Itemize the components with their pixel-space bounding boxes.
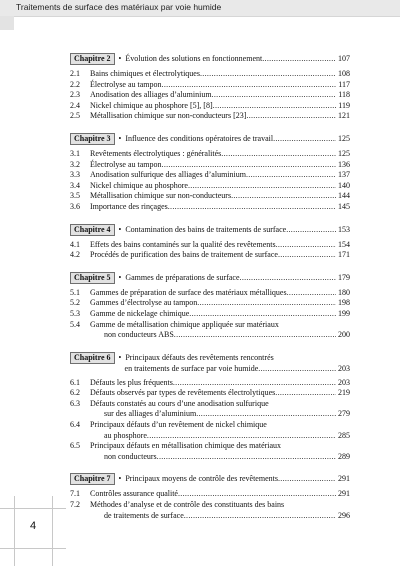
- entry-number: 5.4: [70, 319, 80, 329]
- entry-title: Contrôles assurance qualité: [90, 489, 178, 499]
- entry-page: 279: [338, 409, 350, 419]
- toc-entry: [70, 111, 350, 122]
- dot-leader: [278, 250, 336, 261]
- entry-page: 199: [338, 308, 350, 318]
- entry-title: Métallisation chimique sur non-conducteurs: [90, 191, 232, 201]
- toc-entry: [70, 489, 350, 500]
- toc-entry: [70, 181, 350, 192]
- entry-number: 5.1: [70, 287, 80, 297]
- toc-chapter: [70, 272, 350, 341]
- dot-leader: [168, 202, 336, 213]
- toc-entry: [70, 298, 350, 309]
- entry-page: 200: [338, 330, 350, 340]
- entry-page: 108: [338, 69, 350, 78]
- dot-leader: [286, 224, 336, 235]
- chapter-label: Chapitre 5: [70, 272, 115, 284]
- toc-entry: [70, 80, 350, 91]
- entry-page: 137: [338, 170, 350, 180]
- toc-entry: [70, 441, 350, 462]
- entry-number: 3.3: [70, 170, 80, 180]
- chapter-label: Chapitre 7: [70, 473, 115, 485]
- entry-number: 3.5: [70, 191, 80, 201]
- chapter-label: Chapitre 2: [70, 53, 115, 65]
- entry-title: Méthodes d’analyse et de contrôle des constituants des bains: [90, 500, 285, 510]
- toc-entry: [70, 309, 350, 320]
- toc-entry: [70, 320, 350, 341]
- entry-title: au phosphore: [104, 430, 147, 440]
- chapter-bullet: •: [118, 474, 126, 484]
- entry-page: 154: [338, 239, 350, 249]
- entry-number: 6.2: [70, 388, 80, 398]
- toc-chapter: [70, 352, 350, 463]
- entry-number: 3.4: [70, 180, 80, 190]
- chapter-bullet: •: [118, 133, 126, 143]
- dot-leader: [200, 69, 336, 80]
- chapter-bullet: •: [118, 352, 126, 362]
- toc-chapter: [70, 473, 350, 521]
- chapter-title: Principaux défauts des revêtements rencontrés: [125, 352, 274, 362]
- chapter-heading: [70, 352, 350, 374]
- entry-title: Effets des bains contaminés sur la qualité des revêtements: [90, 239, 276, 249]
- chapter-page: 125: [338, 133, 350, 143]
- chapter-heading: [70, 224, 350, 236]
- running-header-title: Traitements de surface des matériaux par voie humide: [16, 2, 222, 12]
- entry-page: 296: [338, 510, 350, 520]
- chapter-bullet: •: [118, 272, 126, 282]
- entry-title: Procédés de purification des bains de traitement de surface: [90, 250, 278, 260]
- entry-page: 219: [338, 388, 350, 398]
- chapter-label: Chapitre 6: [70, 352, 115, 364]
- entry-page: 180: [338, 287, 350, 297]
- entry-title: Électrolyse au tampon: [90, 79, 162, 89]
- page-number: 4: [30, 520, 37, 532]
- entry-title: Métallisation chimique sur non-conducteurs [23]: [90, 111, 247, 121]
- toc-entry: [70, 420, 350, 441]
- chapter-heading: [70, 272, 350, 284]
- header-corner-square: [0, 16, 14, 30]
- entry-title: Nickel chimique au phosphore [5], [8]: [90, 100, 213, 110]
- dot-leader: [278, 473, 336, 484]
- entry-number: 2.5: [70, 111, 80, 121]
- dot-leader: [147, 431, 336, 442]
- dot-leader: [231, 191, 336, 202]
- dot-leader: [240, 272, 336, 283]
- toc-entry: [70, 90, 350, 101]
- entry-title: Défauts observés par types de revêtements électrolytiques: [90, 388, 276, 398]
- entry-title: de traitements de surface: [104, 510, 184, 520]
- toc-entry: [70, 378, 350, 389]
- chapter-label: Chapitre 3: [70, 133, 115, 145]
- chapter-page: 291: [338, 474, 350, 484]
- dot-leader: [178, 489, 336, 500]
- dot-leader: [188, 181, 336, 192]
- entry-number: 4.2: [70, 250, 80, 260]
- entry-page: 117: [338, 79, 350, 89]
- dot-leader: [174, 330, 336, 341]
- toc-entry: [70, 101, 350, 112]
- dot-leader: [276, 240, 336, 251]
- frame-line: [52, 496, 53, 566]
- chapter-page: 179: [338, 272, 350, 282]
- entry-title: Importance des rinçages: [90, 201, 168, 211]
- entry-page: 289: [338, 451, 350, 461]
- dot-leader: [157, 452, 336, 463]
- chapter-bullet: •: [118, 54, 126, 63]
- entry-title: Revêtements électrolytiques : généralités: [90, 148, 222, 158]
- entry-title: Anodisation des alliages d’aluminium: [90, 90, 212, 100]
- entry-page: 144: [338, 191, 350, 201]
- dot-leader: [262, 53, 336, 64]
- chapter-heading: [70, 53, 350, 65]
- entry-page: 119: [338, 100, 350, 110]
- toc-entry: [70, 69, 350, 80]
- dot-leader: [275, 388, 336, 399]
- toc-entry: [70, 149, 350, 160]
- entry-title: Bains chimiques et électrolytiques: [90, 69, 200, 78]
- entry-title: Défauts constatés au cours d’une anodisation sulfurique: [90, 398, 269, 408]
- entry-page: 285: [338, 430, 350, 440]
- entry-title: Anodisation sulfurique des alliages d’aluminium: [90, 170, 246, 180]
- entry-title: Nickel chimique au phosphore: [90, 180, 188, 190]
- entry-title: Gammes de préparation de surface des matériaux métalliques: [90, 287, 287, 297]
- entry-number: 3.1: [70, 148, 80, 158]
- entry-title: Gammes d’électrolyse au tampon: [90, 298, 198, 308]
- entry-page: 145: [338, 201, 350, 211]
- entry-page: 291: [338, 489, 350, 499]
- dot-leader: [162, 160, 336, 171]
- toc-entry: [70, 399, 350, 420]
- entry-title: sur des alliages d’aluminium: [104, 409, 197, 419]
- chapter-page: 107: [338, 54, 350, 63]
- toc-chapter: [70, 224, 350, 261]
- chapter-title: Évolution des solutions en fonctionnement: [125, 54, 263, 63]
- entry-number: 2.3: [70, 90, 80, 100]
- chapter-bullet: •: [118, 224, 126, 234]
- entry-title: Défauts les plus fréquents: [90, 377, 173, 387]
- entry-number: 2.4: [70, 100, 80, 110]
- dot-leader: [184, 511, 336, 522]
- chapter-page: 203: [338, 363, 350, 373]
- dot-leader: [212, 90, 337, 101]
- toc-chapter: [70, 133, 350, 213]
- entry-number: 7.2: [70, 500, 80, 510]
- entry-page: 198: [338, 298, 350, 308]
- dot-leader: [213, 101, 337, 112]
- entry-title: Gamme de métallisation chimique appliquée sur matériaux: [90, 319, 279, 329]
- entry-title: Principaux défauts en métallisation chimique des matériaux: [90, 441, 282, 451]
- entry-page: 171: [338, 250, 350, 260]
- entry-number: 3.6: [70, 201, 80, 211]
- toc-chapter: [70, 53, 350, 122]
- toc-entry: [70, 170, 350, 181]
- frame-line: [14, 496, 15, 566]
- entry-number: 6.5: [70, 441, 80, 451]
- entry-page: 140: [338, 180, 350, 190]
- table-of-contents: [70, 53, 350, 532]
- toc-entry: [70, 240, 350, 251]
- dot-leader: [173, 378, 336, 389]
- dot-leader: [189, 309, 336, 320]
- toc-entry: [70, 500, 350, 521]
- entry-title: Électrolyse au tampon: [90, 159, 162, 169]
- entry-number: 5.2: [70, 298, 80, 308]
- toc-entry: [70, 250, 350, 261]
- dot-leader: [287, 288, 336, 299]
- entry-page: 125: [338, 148, 350, 158]
- entry-page: 203: [338, 377, 350, 387]
- entry-number: 6.1: [70, 377, 80, 387]
- chapter-heading: [70, 133, 350, 145]
- entry-title: non conducteurs ABS: [104, 330, 174, 340]
- chapter-label: Chapitre 4: [70, 224, 115, 236]
- frame-line: [0, 548, 66, 549]
- chapter-title: Gammes de préparations de surface: [125, 272, 240, 282]
- entry-number: 2.2: [70, 79, 80, 89]
- dot-leader: [258, 363, 336, 374]
- chapter-title: Contamination des bains de traitements de surface: [125, 224, 287, 234]
- entry-number: 3.2: [70, 159, 80, 169]
- toc-entry: [70, 191, 350, 202]
- dot-leader: [273, 133, 336, 144]
- running-header: [0, 0, 400, 17]
- dot-leader: [196, 409, 336, 420]
- entry-number: 7.1: [70, 489, 80, 499]
- entry-number: 5.3: [70, 308, 80, 318]
- toc-entry: [70, 160, 350, 171]
- chapter-title: Principaux moyens de contrôle des revêtements: [125, 474, 278, 484]
- chapter-title: en traitements de surface par voie humide: [124, 363, 259, 373]
- entry-page: 136: [338, 159, 350, 169]
- dot-leader: [197, 298, 336, 309]
- dot-leader: [221, 149, 336, 160]
- dot-leader: [246, 170, 336, 181]
- toc-entry: [70, 202, 350, 213]
- chapter-title: Influence des conditions opératoires de travail: [125, 133, 274, 143]
- entry-page: 121: [338, 111, 350, 121]
- toc-entry: [70, 388, 350, 399]
- entry-title: Gamme de nickelage chimique: [90, 308, 190, 318]
- chapter-page: 153: [338, 224, 350, 234]
- entry-number: 4.1: [70, 239, 80, 249]
- toc-entry: [70, 288, 350, 299]
- entry-number: 2.1: [70, 69, 80, 78]
- dot-leader: [162, 80, 337, 91]
- entry-page: 118: [338, 90, 350, 100]
- frame-line: [0, 508, 66, 509]
- entry-title: non conducteurs: [104, 451, 157, 461]
- entry-number: 6.4: [70, 420, 80, 430]
- chapter-heading: [70, 473, 350, 485]
- dot-leader: [246, 111, 336, 122]
- entry-title: Principaux défauts d’un revêtement de nickel chimique: [90, 420, 267, 430]
- entry-number: 6.3: [70, 398, 80, 408]
